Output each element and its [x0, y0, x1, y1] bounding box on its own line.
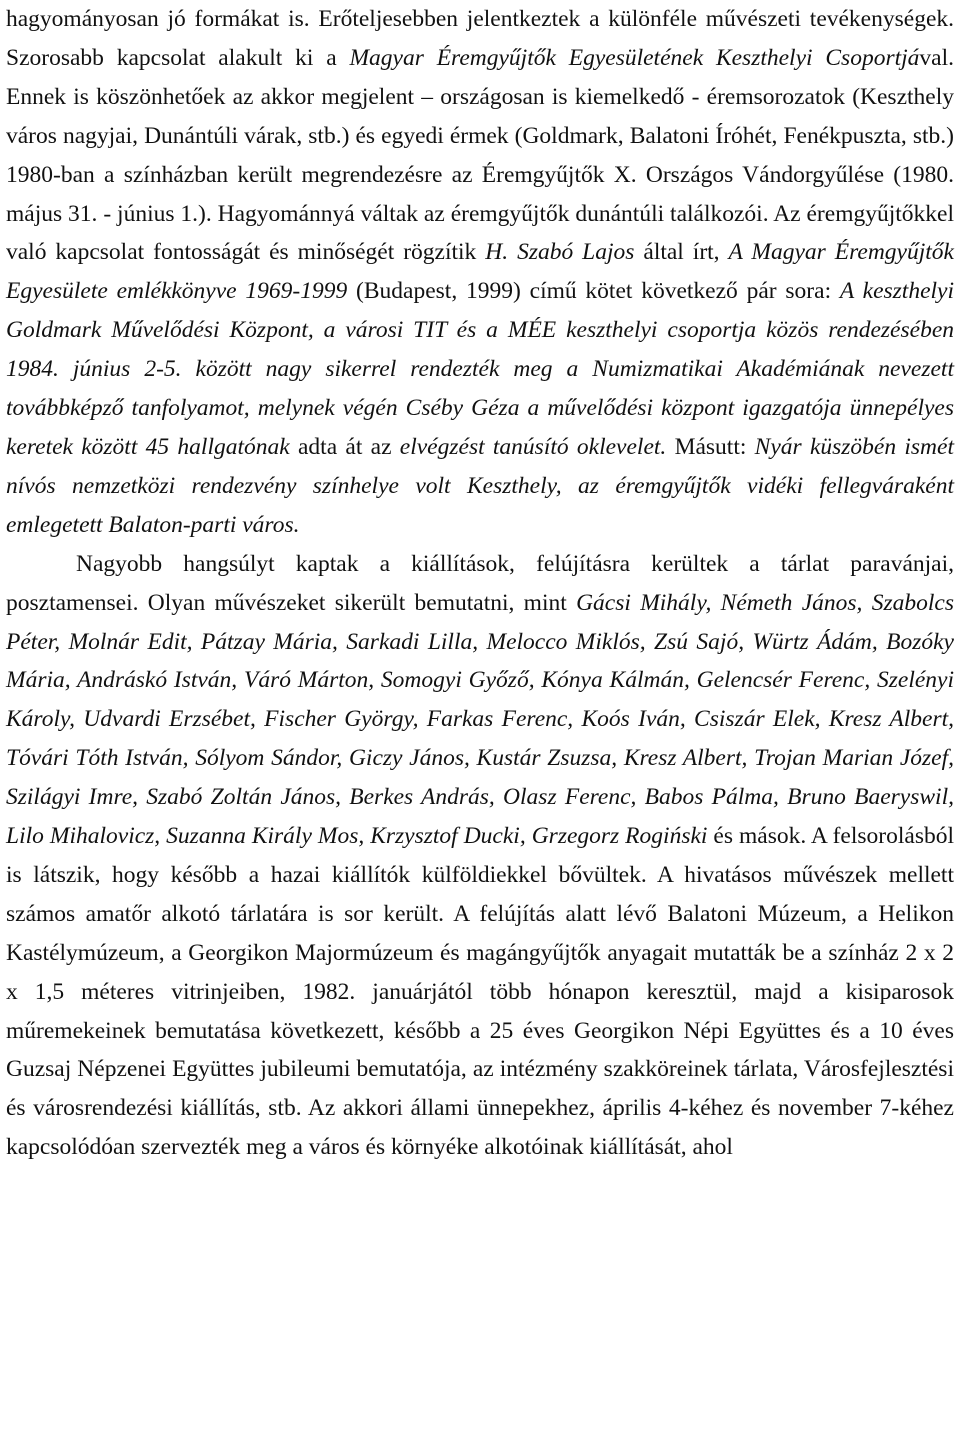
text-run: Nagyobb hangsúlyt kaptak a kiállítások, felújításra kerültek a tárlat paravánjai, posztamensei. Olyan művészeket sikerült bemutatni, mint — [6, 550, 954, 616]
text-run-italic: H. Szabó Lajos — [485, 239, 635, 266]
paragraph-exhibitions — [6, 545, 954, 1168]
text-run: és mások. A felsorolásból is látszik, hogy később a hazai kiállítók külföldiekkel bővültek. A hivatásos művészek mellett számos amatőr alkotó tárlatára is sor került. A felújítás alatt lévő Balatoni Múzeum, a Helikon Kastélymúzeum, a Georgikon Majormúzeum és magángyűjtők anyagait mutatták be a színház 2 x 2 x 1,5 méteres vitrinjeiben, 1982. januárjától több hónapon keresztül, majd a kisiparosok műremekeinek bemutatása következett, később a 25 éves Georgikon Népi Együttes és a 10 éves Guzsaj Népzenei Együttes jubileumi bemutatója, az intézmény szakköreinek tárlata, Városfejlesztési és városrendezési kiállítás, stb. Az akkori állami ünnepekhez, április 4-kéhez és november 7-kéhez kapcsolódóan szervezték meg a város és környéke alkotóinak kiállítását, ahol — [6, 823, 954, 1161]
document-page — [6, 0, 954, 1167]
text-run: Másutt: — [666, 433, 755, 460]
text-run-italic: Gácsi Mihály, Németh János, Szabolcs Péter, Molnár Edit, Pátzay Mária, Sarkadi Lilla, Melocco Miklós, Zsú Sajó, Würtz Ádám, Bozóky Mária, Andráskó István, Váró Márton, Somogyi Győző, Kónya Kálmán, Gelencsér Ferenc, Szelényi Károly, Udvardi Erzsébet, Fischer György, Farkas Ferenc, Koós Iván, Csiszár Elek, Kresz Albert, Tóvári Tóth István, Sólyom Sándor, Giczy János, Kustár Zsuzsa, Kresz Albert, Trojan Marian Józef, Szilágyi Imre, Szabó Zoltán János, Berkes András, Olasz Ferenc, Babos Pálma, Bruno Baeryswil, Lilo Mihalovicz, Suzanna Király Mos, Krzysztof Ducki, Grzegorz Rogiński — [6, 589, 954, 850]
text-run: val. Ennek is köszönhetőek az akkor megjelent – országosan is kiemelkedő - éremsorozatok (Keszthely város nagyjai, Dunántúli várak, stb.) és egyedi érmek (Goldmark, Balatoni Íróhét, Fenékpuszta, stb.) 1980-ban a színházban került megrendezésre az Éremgyűjtők X. Országos Vándorgyűlése (1980. május 31. - június 1.). Hagyománnyá váltak az éremgyűjtők dunántúli találkozói. Az éremgyűjtőkkel való kapcsolat fontosságát és minőségét rögzítik — [6, 44, 954, 266]
text-run-italic: Nyár küszöbén ismét nívós nemzetközi rendezvény színhelye volt Keszthely, az éremgyűjtők vidéki fellegváraként emlegetett Balaton-parti város. — [6, 433, 954, 538]
text-run-italic: A keszthelyi Goldmark Művelődési Központ, a városi TIT és a MÉE keszthelyi csoportja közös rendezésében 1984. június 2-5. között nagy sikerrel rendezték meg a Numizmatikai Akadémiának nevezett továbbképző tanfolyamot, melynek végén Cséby Géza a művelődési központ igazgatója ünnepélyes keretek között 45 hallgatónak — [6, 278, 954, 460]
text-run-italic: Magyar Éremgyűjtők Egyesületének Keszthelyi Csoportjá — [349, 44, 920, 71]
text-run: (Budapest, 1999) című kötet következő pár sora: — [347, 278, 840, 305]
text-run: hagyományosan jó formákat is. Erőteljesebben jelentkeztek a különféle művészeti tevékenységek. Szorosabb kapcsolat alakult ki a — [6, 6, 954, 71]
text-run-italic: elvégzést tanúsító oklevelet. — [399, 433, 667, 460]
text-run: adta át az — [289, 433, 400, 460]
text-run: által írt, — [634, 239, 729, 266]
text-run-italic: A Magyar Éremgyűjtők Egyesülete emlékkönyve 1969-1999 — [6, 239, 954, 305]
paragraph-medal-collectors — [6, 0, 954, 545]
